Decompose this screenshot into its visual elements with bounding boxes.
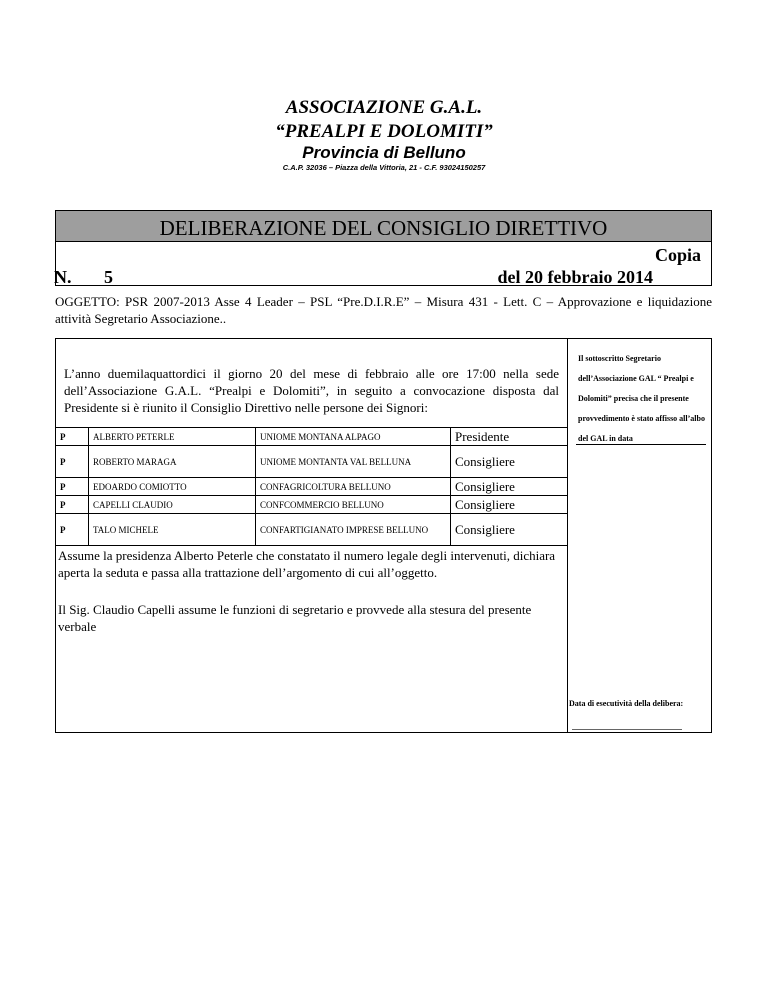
member-name: ALBERTO PETERLE <box>89 428 256 446</box>
member-role: Consigliere <box>451 478 568 496</box>
publication-date-line <box>576 444 706 445</box>
execution-date-line <box>572 729 682 730</box>
table-row <box>56 496 567 514</box>
number-label: N. <box>54 267 72 287</box>
deliberation-title: DELIBERAZIONE DEL CONSIGLIO DIRETTIVO <box>159 216 608 240</box>
member-name: TALO MICHELE <box>89 514 256 546</box>
presence-cell: P <box>56 478 89 496</box>
member-role: Consigliere <box>451 446 568 478</box>
presence-cell: P <box>56 496 89 514</box>
association-name: ASSOCIAZIONE G.A.L. <box>285 97 483 118</box>
members-table <box>56 427 567 546</box>
member-name: ROBERTO MARAGA <box>89 446 256 478</box>
presence-cell: P <box>56 428 89 446</box>
subject-text: OGGETTO: PSR 2007-2013 Asse 4 Leader – PSL “Pre.D.I.R.E” – Misura 431 - Lett. C – Approvazione e liquidazione attività Segretario Associazione.. <box>55 294 712 326</box>
presence-cell: P <box>56 446 89 478</box>
member-role: Consigliere <box>451 514 568 546</box>
table-row <box>56 446 567 478</box>
secretary-paragraph: Il Sig. Claudio Capelli assume le funzioni di segretario e provvede alla stesura del presente verbale <box>58 602 532 634</box>
column-divider <box>567 339 568 732</box>
address-line: C.A.P. 32036 – Piazza della Vittoria, 21 - C.F. 93024150257 <box>282 163 486 172</box>
member-org: UNIOME MONTANTA VAL BELLUNA <box>256 446 451 478</box>
copy-label: Copia <box>654 245 701 265</box>
intro-paragraph: L’anno duemilaquattordici il giorno 20 del mese di febbraio alle ore 17:00 nella sede dell’Associazione G.A.L. “Prealpi e Dolomiti”, in seguito a convocazione disposta dal Presidente si è riunito il Consiglio Direttivo nelle persone dei Signori: <box>64 366 559 415</box>
member-role: Consigliere <box>451 496 568 514</box>
presence-cell: P <box>56 514 89 546</box>
table-row <box>56 514 567 546</box>
table-row <box>56 428 567 446</box>
table-row <box>56 478 567 496</box>
number-value: 5 <box>104 267 113 287</box>
province: Provincia di Belluno <box>302 143 466 162</box>
presidency-paragraph: Assume la presidenza Alberto Peterle che constatato il numero legale degli intervenuti, dichiara aperta la seduta e passa alla trattazione dell’argomento di cui all’oggetto. <box>58 548 556 580</box>
member-org: UNIOME MONTANA ALPAGO <box>256 428 451 446</box>
deliberation-header-box <box>55 210 712 286</box>
member-org: CONFARTIGIANATO IMPRESE BELLUNO <box>256 514 451 546</box>
association-subname: “PREALPI E DOLOMITI” <box>275 121 493 142</box>
publication-note: Il sottoscritto Segretario dell’Associazione GAL “ Prealpi e Dolomiti” precisa che il presente provvedimento è stato affisso all’albo del GAL in data <box>578 354 705 443</box>
minutes-box <box>55 338 712 733</box>
deliberation-date: del 20 febbraio 2014 <box>497 267 653 287</box>
member-org: CONFCOMMERCIO BELLUNO <box>256 496 451 514</box>
member-role: Presidente <box>451 428 568 446</box>
member-name: EDOARDO COMIOTTO <box>89 478 256 496</box>
member-org: CONFAGRICOLTURA BELLUNO <box>256 478 451 496</box>
member-name: CAPELLI CLAUDIO <box>89 496 256 514</box>
execution-date-label: Data di esecutività della delibera: <box>569 699 684 708</box>
